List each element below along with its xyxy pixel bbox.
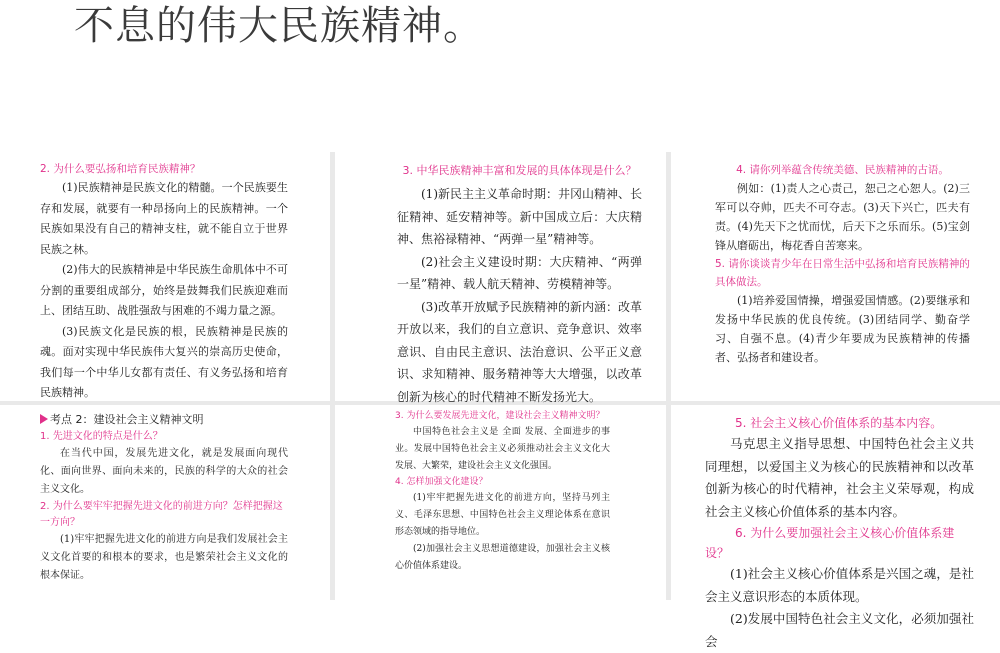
question-heading: 4. 请你列举蕴含传统美德、民族精神的古语。 (736, 164, 949, 176)
question-heading: 2. 为什么要弘扬和培育民族精神？ (40, 163, 201, 175)
panel-national-spirit-reasons (0, 152, 330, 401)
question-heading: 3. 中华民族精神丰富和发展的具体体现是什么？ (402, 164, 637, 177)
panel-ancient-sayings (671, 152, 1000, 401)
flag-icon (40, 414, 48, 424)
page-headline: 不息的伟大民族精神。 (74, 3, 484, 49)
question-heading: 1. 先进文化的特点是什么？ (40, 431, 163, 442)
answer-paragraph: (2)发展中国特色社会主义文化，必须加强社会 (705, 611, 974, 649)
answer-paragraph: 在当代中国，发展先进文化，就是发展面向现代化、面向世界、面向未来的，民族的科学的大众的社会主义文化。 (40, 448, 288, 495)
question-heading: 5. 请你谈谈青少年在日常生活中弘扬和培育民族精神的具体做法。 (715, 258, 970, 288)
answer-paragraph: (1)民族精神是民族文化的精髓。一个民族要生存和发展，就要有一种昂扬向上的民族精神。一个民族如果没有自己的精神支柱，就不能自立于世界民族之林。 (40, 181, 288, 256)
panel-spirit-embodiment (335, 152, 666, 404)
question-heading: 4. 怎样加强文化建设？ (395, 477, 488, 487)
answer-paragraph: (1)社会主义核心价值体系是兴国之魂，是社会主义意识形态的本质体现。 (705, 566, 974, 604)
answer-paragraph: (2)伟大的民族精神是中华民族生命肌体中不可分割的重要组成部分，始终是鼓舞我们民族迎难而上、团结互助、战胜强敌与困难的不竭力量之源。 (40, 263, 288, 317)
answer-paragraph: (3)民族文化是民族的根，民族精神是民族的魂。面对实现中华民族伟大复兴的崇高历史使命，我们每一个中华儿女都有责任、有义务弘扬和培育民族精神。 (40, 324, 288, 399)
answer-paragraph: 马克思主义指导思想、中国特色社会主义共同理想，以爱国主义为核心的民族精神和以改革创新为核心的时代精神，社会主义荣辱观，构成社会主义核心价值体系的基本内容。 (705, 436, 974, 519)
content-grid (0, 152, 1000, 649)
answer-paragraph: (2)社会主义建设时期：大庆精神、“两弹一星”精神、载人航天精神、劳模精神等。 (397, 254, 642, 291)
panel-cultural-construction (335, 405, 666, 600)
answer-paragraph: (1)新民主主义革命时期：井冈山精神、长征精神、延安精神等。新中国成立后：大庆精神、焦裕禄精神、“两弹一星”精神等。 (397, 187, 642, 246)
answer-paragraph: 中国特色社会主义是 全面 发展、全面进步的事业。发展中国特色社会主义必须推动社会主义文化大发展、大繁荣，建设社会主义文化强国。 (395, 427, 610, 471)
panel-advanced-culture (0, 405, 330, 600)
section-title (40, 411, 288, 429)
title-area (0, 0, 1000, 152)
panel-core-values (671, 405, 1000, 649)
question-heading: 5. 社会主义核心价值体系的基本内容。 (735, 416, 943, 430)
section-title-text: 考点 2：建设社会主义精神文明 (50, 413, 204, 426)
answer-paragraph: (3)改革开放赋予民族精神的新内涵：改革开放以来，我们的自立意识、竞争意识、效率意识、自由民主意识、法治意识、公平正义意识、求知精神、服务精神等大大增强，以改革创新为核心的时代精神不断发扬光大。 (397, 299, 642, 404)
question-heading: 6. 为什么要加强社会主义核心价值体系建设？ (705, 526, 955, 560)
question-heading: 2. 为什么要牢牢把握先进文化的前进方向？怎样把握这一方向？ (40, 501, 283, 528)
answer-paragraph: (2)加强社会主义思想道德建设，加强社会主义核心价值体系建设。 (395, 544, 610, 571)
answer-paragraph: (1)培养爱国情操，增强爱国情感。(2)要继承和发扬中华民族的优良传统。(3)团结同学、勤奋学习、自强不息。(4)青少年要成为民族精神的传播者、弘扬者和建设者。 (715, 294, 970, 364)
answer-paragraph: 例如：(1)责人之心责己，恕己之心恕人。(2)三军可以夺帅，匹夫不可夺志。(3)天下兴亡，匹夫有责。(4)先天下之忧而忧，后天下之乐而乐。(5)宝剑锋从磨砺出，梅花香自苦寒来。 (715, 182, 970, 252)
answer-paragraph: (1)牢牢把握先进文化的前进方向是我们发展社会主义文化首要的和根本的要求，也是繁荣社会主义文化的根本保证。 (40, 534, 288, 581)
answer-paragraph: (1)牢牢把握先进文化的前进方向，坚持马列主义、毛泽东思想、中国特色社会主义理论体系在意识形态领域的指导地位。 (395, 493, 610, 537)
question-heading: 3. 为什么要发展先进文化，建设社会主义精神文明？ (395, 411, 605, 421)
